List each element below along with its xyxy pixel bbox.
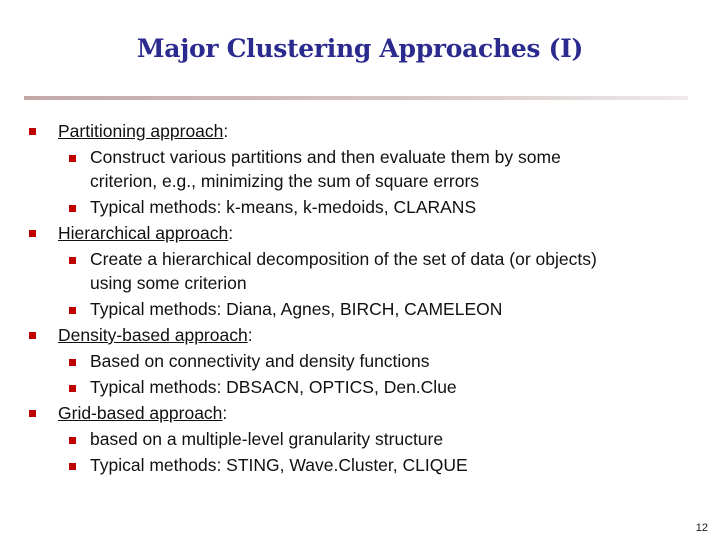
square-bullet-icon [69,205,76,212]
sub-point-text: Construct various partitions and then evaluate them by some [90,147,561,167]
section-heading: Hierarchical approach [58,223,229,243]
heading-suffix: : [228,223,234,243]
slide-title: Major Clustering Approaches (I) [136,34,584,63]
sub-point-text: using some criterion [90,273,247,293]
sub-point-text: criterion, e.g., minimizing the sum of square errors [90,171,480,191]
sub-point-text: Typical methods: DBSACN, OPTICS, Den.Clue [90,377,457,397]
section-density [0,322,720,400]
heading-suffix: : [247,325,253,345]
square-bullet-icon [29,230,36,237]
section-partitioning [0,118,720,220]
sub-point-text: Typical methods: k-means, k-medoids, CLARANS [90,197,477,217]
section-heading: Partitioning approach [58,121,224,141]
square-bullet-icon [69,307,76,314]
title-divider [24,96,688,100]
square-bullet-icon [29,410,36,417]
square-bullet-icon [69,385,76,392]
heading-suffix: : [223,121,229,141]
section-heading: Density-based approach [58,325,248,345]
slide-content [0,118,720,478]
square-bullet-icon [69,359,76,366]
sub-point-text: Typical methods: Diana, Agnes, BIRCH, CAMELEON [90,299,503,319]
page-number: 12 [695,522,708,534]
heading-suffix: : [222,403,228,423]
sub-point-text: Typical methods: STING, Wave.Cluster, CLIQUE [90,455,468,475]
section-grid [0,400,720,478]
square-bullet-icon [69,257,76,264]
sub-point-text: Based on connectivity and density functions [90,351,430,371]
sub-point-text: based on a multiple-level granularity structure [90,429,444,449]
square-bullet-icon [69,463,76,470]
square-bullet-icon [29,128,36,135]
square-bullet-icon [69,437,76,444]
section-hierarchical [0,220,720,322]
section-heading: Grid-based approach [58,403,223,423]
sub-point-text: Create a hierarchical decomposition of the set of data (or objects) [90,249,597,269]
square-bullet-icon [69,155,76,162]
square-bullet-icon [29,332,36,339]
